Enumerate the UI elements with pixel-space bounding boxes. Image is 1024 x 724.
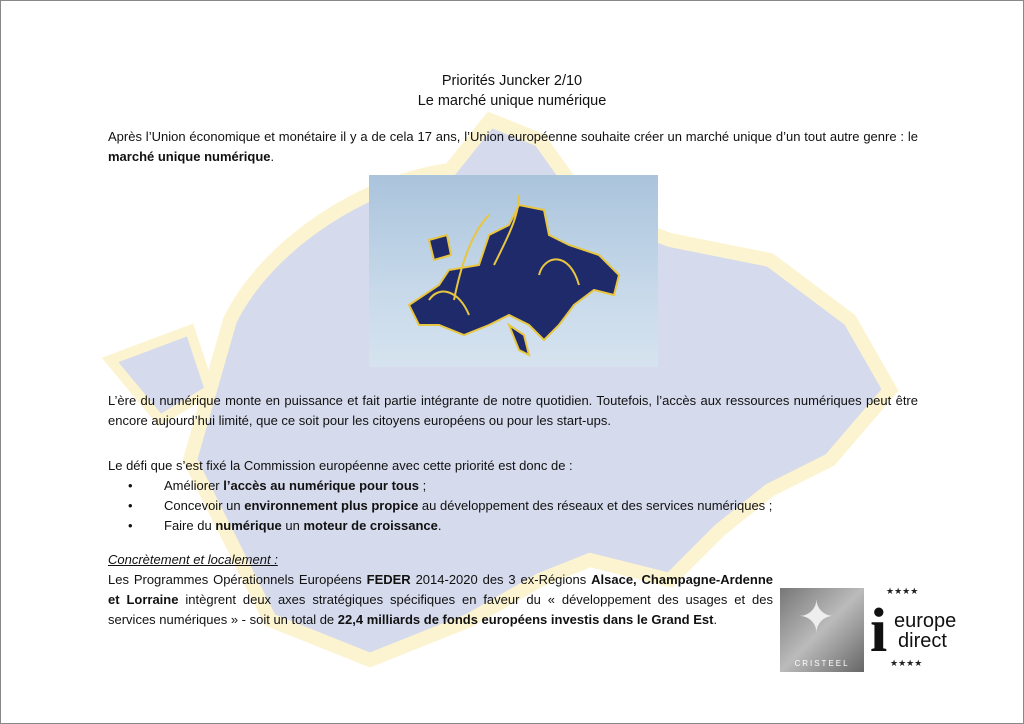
intro-text: Après l’Union économique et monétaire il y a de cela 17 ans, l’Union européenne souhaite créer un marché unique d’un tout autre genre : le (108, 129, 918, 144)
list-item (108, 516, 918, 536)
local-paragraph (108, 570, 773, 630)
challenge-section (108, 456, 918, 536)
local-heading: Concrètement et localement : (108, 552, 278, 567)
europe-direct-logo (868, 582, 960, 674)
direct-label: direct (898, 630, 947, 652)
local-text: Les Programmes Opérationnels Européens (108, 572, 367, 587)
bullet-text: Améliorer (164, 478, 224, 493)
intro-end: . (270, 149, 275, 164)
challenge-intro: Le défi que s’est fixé la Commission européenne avec cette priorité est donc de : (108, 458, 573, 473)
bullet-bold: moteur de croissance (303, 518, 438, 533)
i-icon: i (870, 597, 888, 665)
page-subtitle: Le marché unique numérique (417, 93, 607, 109)
bullet-bold: environnement plus propice (244, 498, 419, 513)
digital-era-paragraph: L’ère du numérique monte en puissance et fait partie intégrante de notre quotidien. Toutefois, l’accès aux ressources numériques peut être encore aujourd’hui limité, que ce soit pour les citoyens européens ou pour les start-ups. (108, 393, 918, 428)
local-text: intègrent deux axes stratégiques spécifiques en faveur du « développement des usages et des services numériques » - soit un total de (108, 592, 774, 627)
local-bold: Alsace, Champagne-Ardenne et Lorraine (108, 572, 773, 607)
bullet-text: au développement des réseaux et des services numériques ; (418, 498, 773, 513)
local-bold: 22,4 milliards de fonds européens investis dans le Grand Est (337, 612, 714, 627)
logos (780, 582, 960, 674)
stars-icon: ★★★★ (886, 586, 919, 596)
bullet-text: un (281, 518, 304, 533)
bullet-text: ; (419, 478, 427, 493)
local-text: 2014-2020 des 3 ex-Régions (410, 572, 592, 587)
list-item (108, 496, 918, 516)
intro-bold: marché unique numérique (108, 149, 271, 164)
page-title: Priorités Juncker 2/10 (441, 73, 583, 89)
cristeel-logo (780, 588, 864, 672)
europe-label: europe (894, 610, 957, 632)
bullet-text: Concevoir un (164, 498, 245, 513)
europe-digital-map-image (369, 175, 658, 367)
bullet-bold: l’accès au numérique pour tous (223, 478, 420, 493)
priority-list (108, 476, 918, 536)
bullet-text: . (437, 518, 442, 533)
bullet-bold: numérique (215, 518, 282, 533)
cristeel-label: CRISTEEL (794, 659, 850, 668)
bullet-text: Faire du (164, 518, 216, 533)
local-bold: FEDER (366, 572, 411, 587)
list-item (108, 476, 918, 496)
intro-paragraph (108, 127, 918, 167)
local-section (108, 550, 773, 630)
local-text: . (713, 612, 718, 627)
star-icon: ✦ (798, 593, 835, 642)
stars-icon: ★★★★ (890, 658, 923, 668)
